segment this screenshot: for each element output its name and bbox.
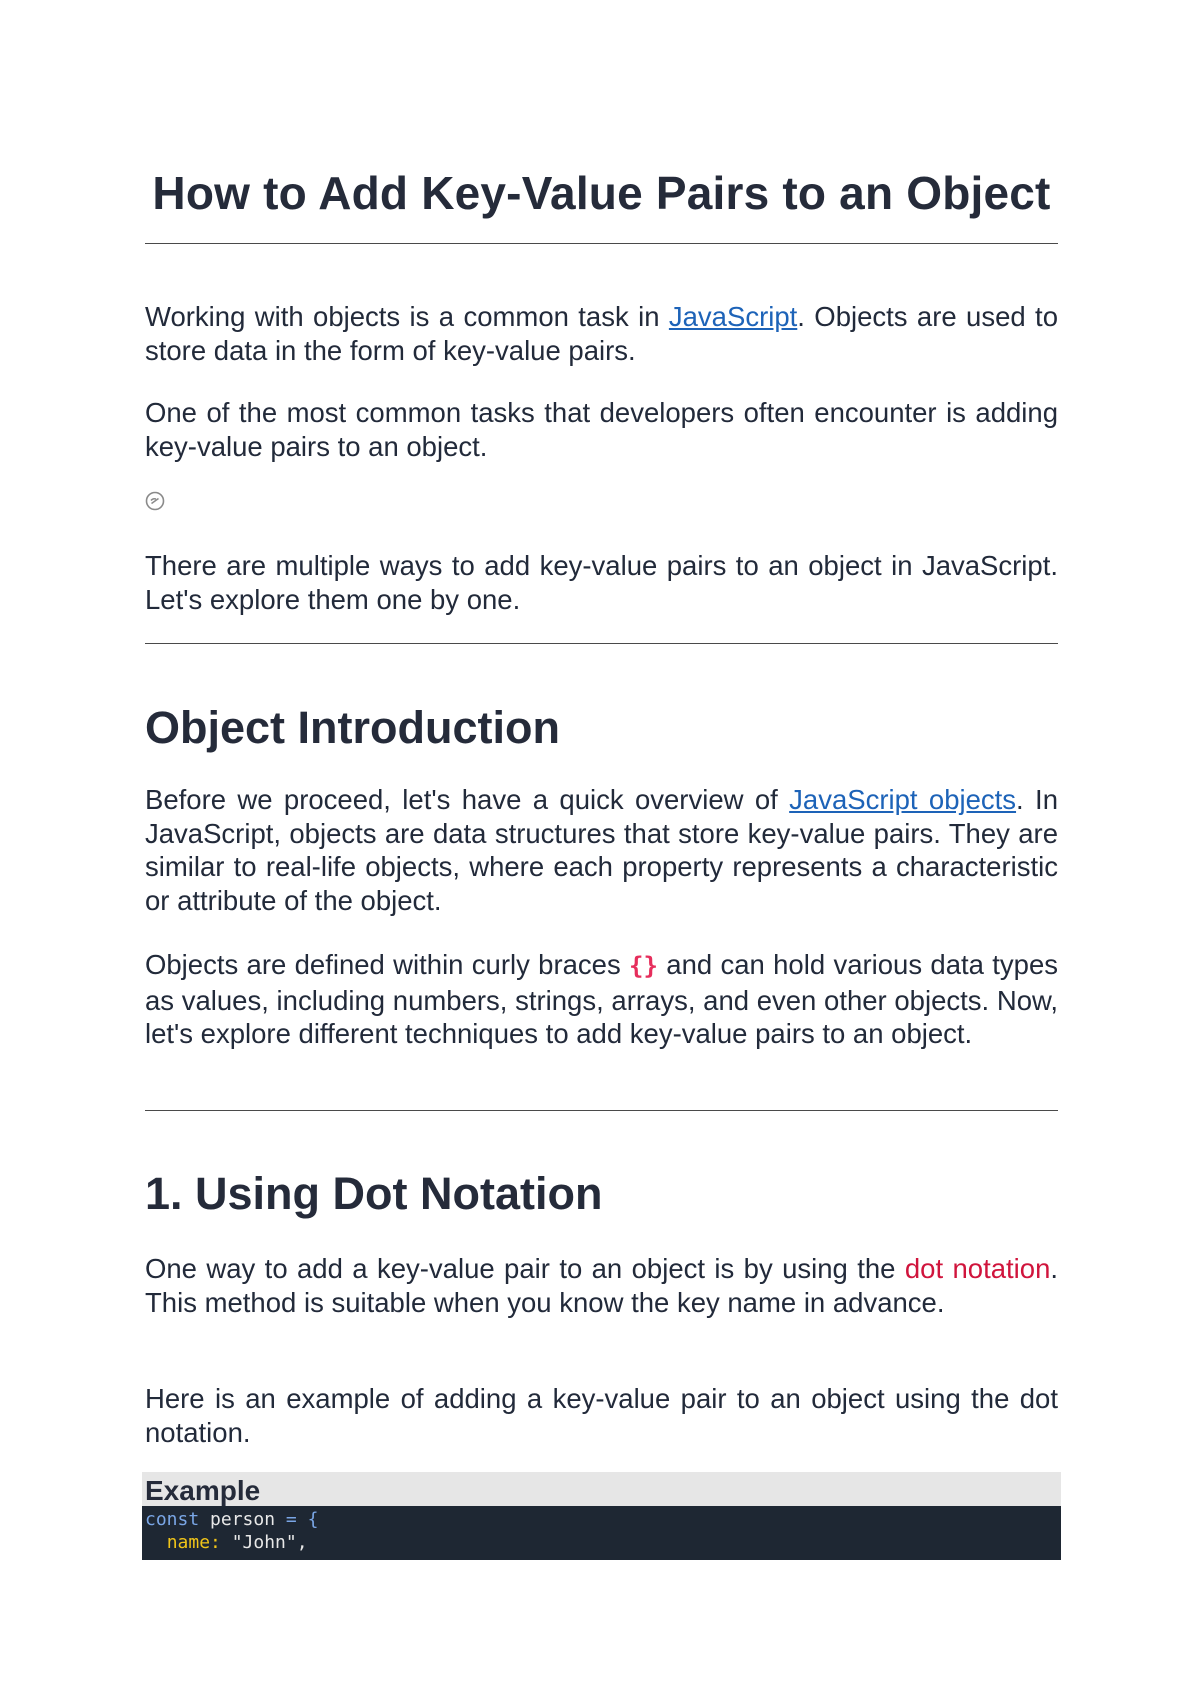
section-heading-object-introduction: Object Introduction	[145, 702, 560, 753]
code-variable: person	[199, 1509, 286, 1530]
intro-paragraph-2: One of the most common tasks that developers often encounter is adding key-value pairs to an object.	[145, 397, 1058, 462]
code-indent	[145, 1532, 167, 1553]
curly-braces-code: {}	[629, 952, 658, 980]
code-operator: = {	[285, 1509, 319, 1530]
code-keyword: const	[145, 1509, 200, 1530]
code-block[interactable]	[142, 1506, 1061, 1560]
dot-notation-highlight: dot notation	[904, 1253, 1051, 1284]
dot-notation-paragraph-2: Here is an example of adding a key-value pair to an object using the dot notation.	[145, 1383, 1058, 1448]
dot-p1-text-after: . This method is suitable when you know the key name in advance.	[145, 1253, 1059, 1318]
dot-p1-text-before: One way to add a key-value pair to an object is by using the	[145, 1253, 905, 1284]
code-property: name:	[166, 1532, 221, 1553]
page-title: How to Add Key-Value Pairs to an Object	[152, 167, 1051, 219]
intro-p1-text-before: Working with objects is a common task in	[145, 301, 669, 332]
intro-paragraph-1	[145, 300, 1058, 367]
object-intro-divider	[145, 1110, 1058, 1111]
title-divider	[145, 243, 1058, 244]
object-intro-p1-text-after: . In JavaScript, objects are data structures that store key-value pairs. They are similar to real-life objects, where each property represents a characteristic or attribute of the object.	[145, 784, 1058, 916]
example-label: Example	[142, 1472, 1061, 1506]
code-string: "John",	[220, 1532, 308, 1553]
object-intro-p1-text-before: Before we proceed, let's have a quick overview of	[145, 784, 790, 815]
code-example	[142, 1472, 1061, 1560]
javascript-link[interactable]: JavaScript	[668, 301, 798, 332]
object-intro-paragraph-2	[145, 948, 1058, 1051]
section-heading-dot-notation: 1. Using Dot Notation	[145, 1168, 603, 1219]
object-intro-p2-text-before: Objects are defined within curly braces	[145, 949, 630, 980]
object-intro-paragraph-1	[145, 783, 1058, 917]
object-intro-p2-text-after: and can hold various data types as values, including numbers, strings, arrays, and even other objects. Now, let's explore different techniques to add key-value pairs to an object.	[145, 949, 1058, 1049]
dot-notation-paragraph-1	[145, 1252, 1058, 1319]
broken-image-icon	[145, 491, 165, 511]
javascript-objects-link[interactable]: JavaScript objects	[789, 784, 1017, 815]
intro-p1-text-after: . Objects are used to store data in the form of key-value pairs.	[145, 301, 1058, 366]
intro-paragraph-3: There are multiple ways to add key-value pairs to an object in JavaScript. Let's explore them one by one.	[145, 550, 1058, 615]
intro-divider	[145, 643, 1058, 644]
